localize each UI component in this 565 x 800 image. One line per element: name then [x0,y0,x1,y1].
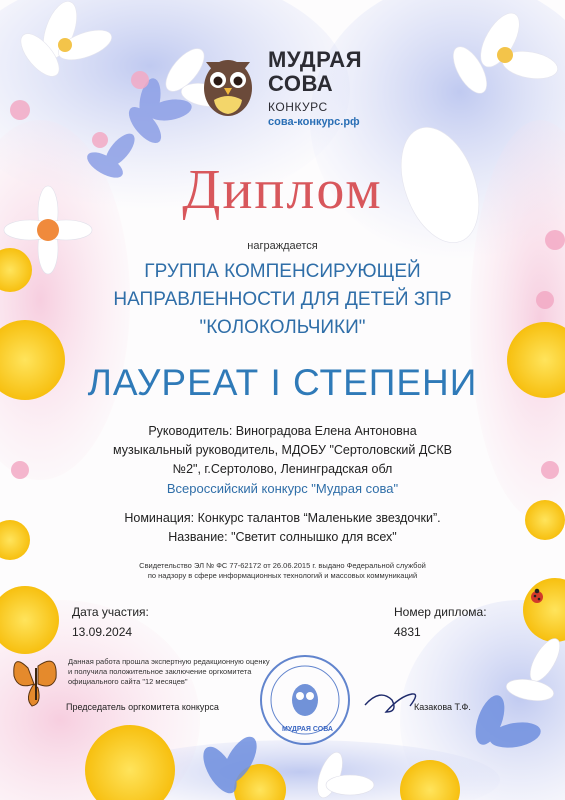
date-label: Дата участия: [72,605,149,619]
leader-line: музыкальный руководитель, МДОБУ "Сертоловский ДСКВ [113,443,452,457]
logo-name-line2: СОВА [268,71,334,96]
diploma-number-value: 4831 [394,625,421,639]
logo-subtitle: КОНКУРС [268,100,328,114]
recipient-line: НАПРАВЛЕННОСТИ ДЛЯ ДЕТЕЙ ЗПР [113,289,452,310]
diploma-number-label: Номер диплома: [394,605,487,619]
expert-line: Данная работа прошла экспертную редакционную оценку [68,657,270,666]
chairman-label: Председатель оргкомитета конкурса [66,702,219,712]
expert-review-text [68,657,270,687]
owl-logo-icon [204,60,252,116]
recipient-name [0,258,565,342]
leader-line: №2", г.Сертолово, Ленинградская обл [172,462,393,476]
contest-name: Всероссийский конкурс "Мудрая сова" [166,481,399,496]
leader-info [0,422,565,479]
leader-line: Руководитель: Виноградова Елена Антоновна [148,424,417,438]
chairman-name: Казакова Т.Ф. [414,702,471,712]
logo-name-line1: МУДРАЯ [268,47,363,72]
logo-url: сова-конкурс.рф [268,116,360,128]
nomination-text: Номинация: Конкурс талантов “Маленькие звездочки”. [124,511,441,525]
awarded-text: награждается [247,240,318,252]
expert-line: официального сайта "12 месяцев" [68,677,188,686]
license-line: Свидетельство ЭЛ № ФС 77-62172 от 26.06.2015 г. выдано Федеральной службой [139,561,426,570]
diploma-title: Диплом [182,159,383,221]
logo-name [268,48,362,96]
nomination-block [0,509,565,547]
license-text [0,561,565,581]
license-line: по надзору в сфере информационных технологий и массовых коммуникаций [147,571,418,580]
recipient-line: "КОЛОКОЛЬЧИКИ" [199,317,366,338]
stamp-text: МУДРАЯ СОВА [282,726,333,733]
work-title-text: Название: "Светит солнышко для всех" [168,530,397,544]
date-value: 13.09.2024 [72,625,133,639]
award-degree: ЛАУРЕАТ I СТЕПЕНИ [87,362,478,403]
expert-line: и получила положительное заключение оргкомитета [68,667,252,676]
recipient-line: ГРУППА КОМПЕНСИРУЮЩЕЙ [144,261,421,282]
